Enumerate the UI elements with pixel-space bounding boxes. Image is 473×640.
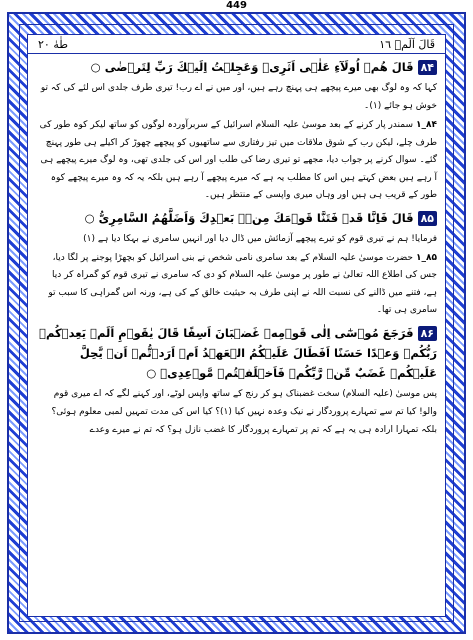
tafsir	[28, 117, 445, 205]
tafsir-text: حضرت موسیٰ علیہ السلام کے بعد سامری نامی شخص نے بنی اسرائیل کو بچھڑا پوجنے پر لگا دیا، جس کی اطلاع اللہ تعالیٰ نے طور پر موسیٰ علیہ السلام کو دی کہ سامری نے تیری قوم کو گمراہ کر دیا ہے، فتنے میں ڈالنے کی نسبت اللہ نے اپنی طرف بہ حیثیت خالق کے کی ہے، ورنہ اس گمراہی کا سبب تو سامری ہی تھا۔	[48, 252, 437, 315]
verse-number: ۸۶	[418, 326, 437, 341]
translation: فرمایا! ہم نے تیری قوم کو تیرے پیچھے آزمائش میں ڈال دیا اور انہیں سامری نے بہکا دیا ہے (۱)	[83, 233, 437, 244]
verse-86	[28, 323, 445, 383]
translation: کہا کہ وہ لوگ بھی میرے پیچھے ہی پہنچ رہے ہیں، اور میں نے اے رب! تیری طرف جلدی اس لئے کی کہ تو خوش ہو جائے (۱)۔	[40, 83, 437, 111]
page-header	[28, 35, 445, 54]
tafsir-number: ۸۴_۱	[416, 120, 437, 130]
tafsir-text: سمندر پار کرنے کے بعد موسیٰ علیہ السلام اسرائیل کے سربرآوردہ لوگوں کو ساتھ لیکر کوہ طور کی طرف چلے، لیکن رب کے شوق ملاقات میں تیز رفتاری سے ساتھیوں کو پیچھے چھوڑ کر اکیلے ہی طور پہنچ گئے۔ سوال کرنے پر جواب دیا، مجھے تو تیری رضا کی طلب اور اس کی جلدی تھی، وہ لوگ میرے پیچھے ہی آ رہے ہیں بعض کہتے ہیں اس کا مطلب یہ ہے کہ میرے پیچھے آ رہے ہیں بلکہ یہ کہ وہ میرے پیچھے کوہ طور کے قریب ہی ہیں اور وہاں میری واپسی کے منتظر ہیں۔	[39, 120, 437, 200]
verse-85	[28, 208, 445, 228]
verse-text: قَالَ هُمۡ اُولَآءِ عَلٰۤى اَثَرِىۡ وَعَجِلۡتُ اِلَيۡكَ رَبِّ لِتَرۡضٰى ○	[90, 60, 414, 74]
page-content	[27, 34, 446, 617]
juz-label: قَالَ اَلَمۡ ١٦	[379, 37, 435, 51]
verse-text: فَرَجَعَ مُوۡسٰٓى اِلٰى قَوۡمِهٖ غَضۡبَانَ اَسِفًا قَالَ يٰقَوۡمِ اَلَمۡ يَعِدۡكُمۡ رَبُّكُمۡ وَعۡدًا حَسَنًا اَفَطَالَ عَلَيۡكُمُ الۡعَهۡدُ اَمۡ اَرَدۡتُّمۡ اَنۡ يَّحِلَّ عَلَيۡكُمۡ غَضَبٌ مِّنۡ رَّبِّكُمۡ فَاَخۡلَفۡتُمۡ مَّوۡعِدِىۡ ○	[39, 325, 437, 380]
page-number: 449	[226, 0, 247, 11]
tafsir	[28, 250, 445, 320]
verse-84	[28, 57, 445, 77]
translation: پس موسیٰ (علیہ السلام) سخت غضبناک ہو کر رنج کے ساتھ واپس لوٹے، اور کہنے لگے کہ اے میری قوم والو! کیا تم سے تمہارے پروردگار نے نیک وعدہ نہیں کیا (۱)؟ کیا اس کی مدت تمہیں لمبی معلوم ہوئی؟ بلکہ تمہارا ارادہ ہی یہ ہے کہ تم پر تمہارے پروردگار کا غضب نازل ہو؟ کہ تم نے میرے وعدے	[51, 388, 437, 435]
verse-number: ۸۵	[418, 211, 437, 226]
verse-text: قَالَ فَاِنَّا قَدۡ فَتَنَّا قَوۡمَكَ مِنۡۢ بَعۡدِكَ وَاَضَلَّهُمُ السَّامِرِىُّ ○	[84, 210, 414, 225]
surah-label: طٰهٰ ٢٠	[38, 37, 68, 51]
tafsir-number: ۸۵_۱	[416, 252, 437, 263]
verse-number: ۸۴	[418, 60, 437, 75]
